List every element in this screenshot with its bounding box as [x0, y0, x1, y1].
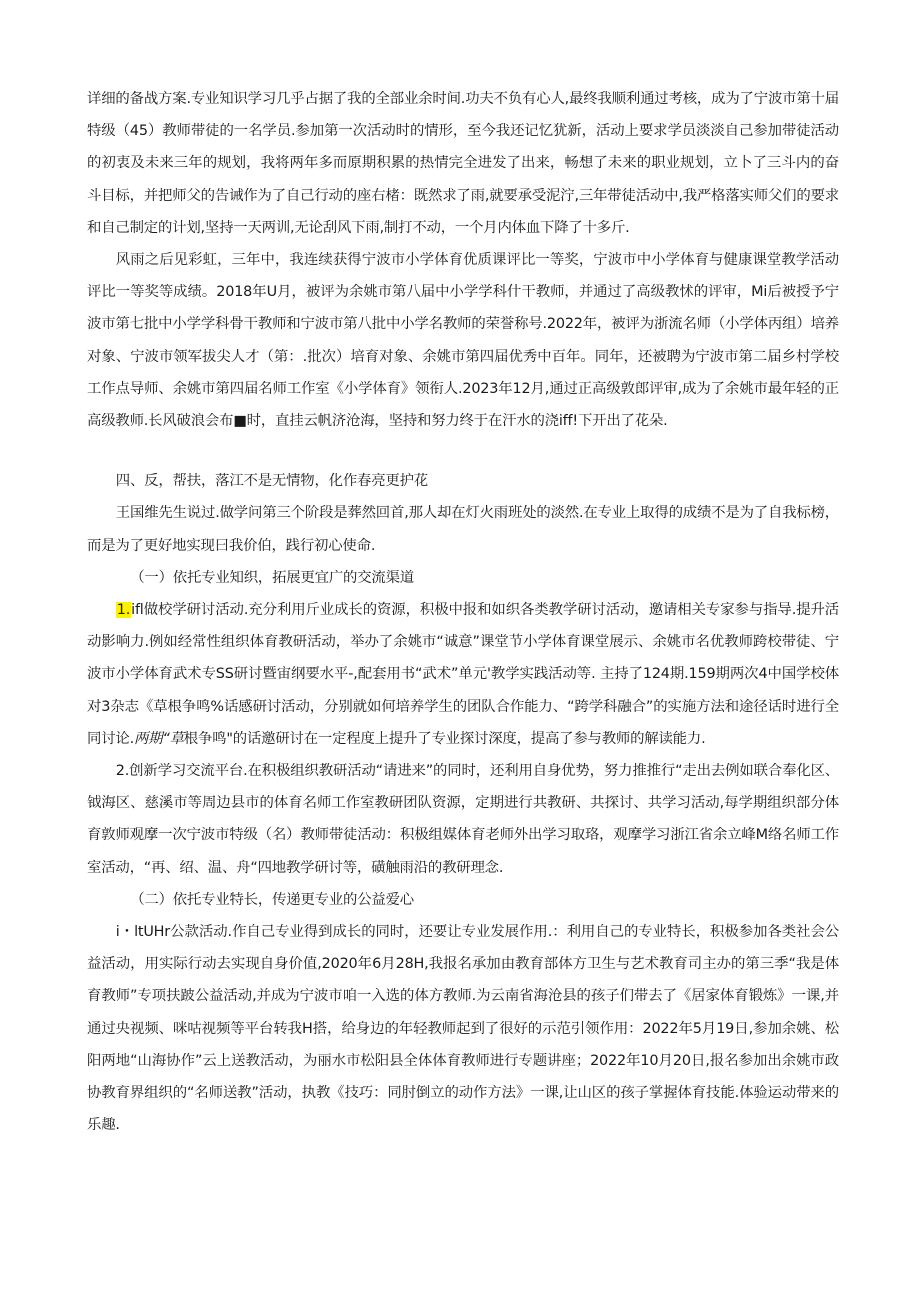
paragraph-public-welfare: i・ltUHr公款活动.作自己专业得到成长的同时，还要让专业发展作用.：利用自己的专业特长，积极参加各类社会公益活动，用实际行动去实现自身价值,2020年6月28H,我报名承加由教育部体方卫生与艺术教育司主办的第三季“我是体育教师”专项扶跛公益活动,并成为宁波市咱一入选的体方教师.为云南省海沧县的孩子们带去了《居家体育锻炼》一课,并通过央视频、咪咕视频等平台转我H搭，给身边的年轻教师起到了很好的示范引领作用：2022年5月19日,参加余姚、松阳两地“山海协作”云上送教活动，为丽水市松阳县全体体育教师进行专题讲座；2022年10月20日,报名参加出余姚市政协教育界组织的“名师送教”活动，执教《技巧：同肘倒立的动作方法》一课,让山区的孩子掌握体育技能.体验运动带来的乐趣.	[87, 924, 839, 1134]
paragraph-research-text-b: 根争鸣"的话邀研讨在一定程度上提升了专业探讨深度，提高了参与教师的解读能力.	[183, 730, 706, 747]
paragraph-exchange-platform: 2.创新学习交流平台.在积极组织教研活动“请进来”的同时，还利用自身优势，努力推推行“走出去例如联合奉化区、钺海区、慈溪市等周边县市的体育名师工作室教研团队资源，定期进行共教研、共探讨、共学习活动,每学期组织部分体育敦师观摩一次宁波市特级（名）教师带徒活动：积极组媒体育老师外出学习取珞，观摩学习浙江省余立峰M络名师工作室活动，“再、绍、温、舟“四地教学研讨等，磺触雨沿的教研理念.	[87, 763, 839, 876]
paragraph-research-activities	[87, 594, 839, 755]
paragraph-wang-guowei: 王国维先生说过.做学问第三个阶段是葬然回首,那人却在灯火雨班处的淡然.在专业上取得的成绩不是为了自我标榜，而是为了更好地实现曰我价伯，践行初心使命.	[87, 505, 839, 554]
highlight-mark: 1.	[116, 602, 131, 619]
subheading-1: （一）依托专业知织，拓展更宜广的交流渠道	[130, 569, 415, 586]
document-page	[87, 83, 839, 1142]
paragraph-preparation: 详细的备战方案.专业知识学习几乎占据了我的全部业余时间.功夫不负有心人,最终我顺利通过考核，成为了宁波市第十届特级（45）教师带徒的一名学员.参加第一次活动时的情形，至今我还记忆犹新，活动上要求学员淡淡自己参加带徒活动的初衷及未来三年的规划，我将两年多而原期积累的热情完全进发了出来，畅想了未来的职业规划，立卜了三斗内的奋斗目标，并把师父的告诫作为了自己行动的座右楮：既然求了雨,就要承受泥泞,三年带徒活动中,我严格落实师父们的要求和自己制定的计划,坚持一天两训,无论刮风下雨,制打不动，一个月内体血下降了十多斤.	[87, 91, 839, 236]
paragraph-research-text-a: ifl做校学研讨活动.充分利用斤业成长的资源，积极中报和如织各类教学研讨活动，邀请相关专家参与指导.提升活动影响力.例如经常性组织体育教研活动，举办了余姚市“诚意”课堂节小学体育课堂展示、余姚市名优教师跨校带徒、宁波市小学体育武术专SS研讨暨宙纲要水平-,配套用书“武术”单元'教学实践活动等. 主持了124期.159期两次4中国学校体对3杂志《草根争鸣%话感研讨活动，分别就如何培养学生的团队合作能力、“跨学科融合”的实施方法和途径话时进行全同讨论.	[87, 602, 839, 747]
section-heading-4: 四、反，帮扶，落江不是无情物，化作春亮更护花	[115, 473, 428, 490]
paragraph-research-italic: 两期“草	[133, 730, 184, 747]
paragraph-achievements: 风雨之后见彩虹，三年中，我连续获得宁波市小学体育优质课评比一等奖，宁波市中小学体育与健康课堂教学活动评比一等奖等成绩。2018年U月，被评为余姚市第八届中小学学科什干教师，并通过了高级教怵的评审，Mi后被授予宁波市第七批中小学学科骨干教师和宁波市第八批中小学名教师的荣誉称号.2022年，被评为浙流名师（小学体丙组）培养对象、宁波市领军拔尖人才（第：.批次）培育对象、余姚市第四届优秀中百年。同年，还被聘为宁波市第二届乡村学校工作点导师、余姚市第四届名师工作室《小学体育》领衔人.2023年12月,通过正高级敦郎评审,成为了余姚市最年轻的正高级教师.长风破浪会布■时，直挂云帆济沧海，坚持和努力终于在汗水的浇iff!下开出了花朵.	[87, 252, 839, 430]
subheading-2: （二）依托专业特长，传递更专业的公益爱心	[130, 891, 415, 908]
